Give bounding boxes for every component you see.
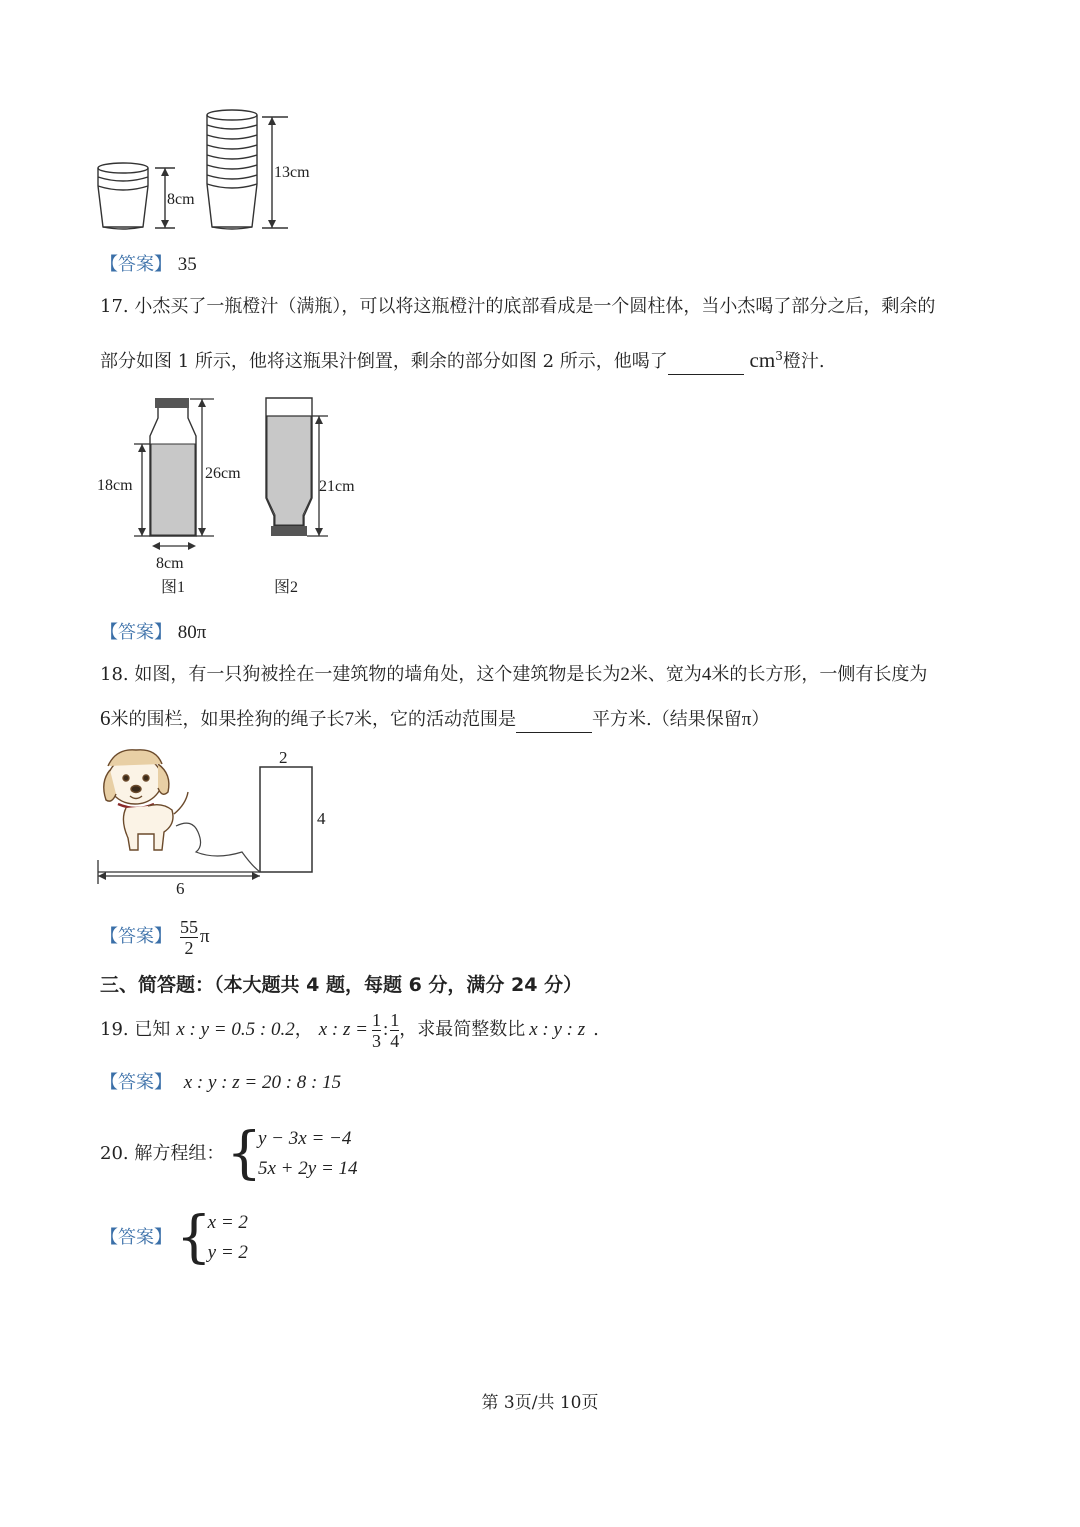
- q18-text: 18. 如图，有一只狗被拴在一建筑物的墙角处，这个建筑物是长为: [100, 664, 621, 685]
- q18-number: 7: [344, 709, 354, 730]
- brace-icon: {: [176, 1205, 212, 1270]
- answer-blank: [668, 352, 744, 375]
- q19-end: .: [593, 1019, 599, 1040]
- answer-tag: 【答案】: [100, 622, 172, 643]
- q19-fraction1: [372, 1010, 381, 1051]
- answer-value: 35: [177, 254, 197, 275]
- q19-colon: :: [382, 1019, 389, 1040]
- answer-tag: 【答案】: [100, 1227, 172, 1248]
- q18-text: 平方米.（结果保留: [592, 709, 742, 730]
- q18-text: 米、宽为: [629, 664, 702, 685]
- rect-width-label: 2: [279, 748, 288, 767]
- fig1-width: 8cm: [156, 555, 184, 572]
- answer-fraction: [180, 917, 198, 958]
- fig1-liquid-height: 18cm: [97, 477, 133, 494]
- solution-1: x = 2: [207, 1212, 248, 1233]
- q19-target: x : y : z: [529, 1019, 586, 1040]
- answer-value: x : y : z = 20 : 8 : 15: [183, 1072, 342, 1093]
- q18-number: 4: [701, 664, 712, 685]
- cups-small-height: 8cm: [167, 191, 195, 208]
- bottle-figure: [90, 390, 380, 605]
- q18-line1: [100, 662, 927, 688]
- answer-blank: [516, 710, 592, 733]
- fig1-total-height: 26cm: [205, 465, 241, 482]
- solution-2: y = 2: [207, 1242, 248, 1263]
- q19-mid: ，求最简整数比: [399, 1019, 526, 1040]
- fig1-caption: 图1: [161, 579, 186, 596]
- q19-prefix: 19. 已知: [100, 1019, 171, 1040]
- q19-question: [100, 1004, 599, 1056]
- q17-line1: 17. 小杰买了一瓶橙汁（满瓶），可以将这瓶橙汁的底部看成是一个圆柱体，当小杰喝了部分之后，剩余的: [100, 296, 936, 317]
- q18-line2: [100, 705, 769, 733]
- q19-answer: [100, 1070, 341, 1096]
- q18-text: 米的围栏，如果拴狗的绳子长: [110, 709, 345, 730]
- fraction-denominator: 3: [371, 1030, 381, 1051]
- q19-ratio2-lhs: x : z =: [318, 1019, 368, 1040]
- answer-tag: 【答案】: [100, 1072, 172, 1093]
- dog-figure: [92, 742, 352, 900]
- q18-number: 2: [620, 664, 630, 685]
- fraction-denominator: 2: [184, 937, 194, 958]
- q18-text: 米的长方形，一侧有长度为: [711, 664, 928, 685]
- fig2-caption: 图2: [274, 579, 299, 596]
- solution-system: [208, 1208, 248, 1268]
- q20-answer: [100, 1206, 248, 1270]
- q18-answer: [100, 912, 210, 962]
- q20-prefix: 20. 解方程组：: [100, 1143, 225, 1164]
- q17-unit: cm: [749, 348, 776, 372]
- q18-text: ）: [751, 709, 770, 730]
- fig2-liquid-height: 21cm: [319, 478, 355, 495]
- fraction-numerator: 55: [180, 916, 198, 937]
- section-title: 三、简答题：（本大题共 4 题，每题 6 分，满分 24 分）: [100, 974, 583, 996]
- q18-number: 6: [100, 706, 111, 730]
- answer-value: 80π: [177, 622, 207, 643]
- pi-symbol: π: [200, 926, 210, 947]
- q17-unit-sup: 3: [775, 349, 783, 363]
- q16-answer: [100, 252, 197, 278]
- answer-tag: 【答案】: [100, 926, 172, 947]
- q19-fraction2: [390, 1010, 399, 1051]
- cups-tall-height: 13cm: [274, 164, 310, 181]
- q19-ratio1: x : y = 0.5 : 0.2: [176, 1019, 295, 1040]
- q19-comma: ，: [294, 1019, 313, 1040]
- fraction-numerator: 1: [390, 1009, 400, 1030]
- fraction-numerator: 1: [371, 1009, 381, 1030]
- answer-tag: 【答案】: [100, 254, 172, 275]
- rect-height-label: 4: [317, 809, 326, 828]
- equation-1: y − 3x = −4: [258, 1128, 352, 1149]
- q17-text-b: 橙汁.: [782, 351, 825, 372]
- cups-figure: [90, 105, 330, 235]
- equation-system: [258, 1124, 358, 1184]
- q20-question: [100, 1122, 358, 1186]
- page-footer: 第 3页/共 10页: [481, 1393, 599, 1413]
- dog-icon: [104, 750, 260, 872]
- q17-answer: [100, 620, 206, 646]
- equation-2: 5x + 2y = 14: [258, 1158, 358, 1179]
- q17-line2: [100, 343, 825, 375]
- fraction-denominator: 4: [390, 1030, 400, 1051]
- pi-symbol: π: [741, 709, 752, 730]
- q18-text: 米，它的活动范围是: [354, 709, 516, 730]
- fence-length-label: 6: [176, 879, 185, 898]
- brace-icon: {: [226, 1121, 262, 1186]
- q17-text-a: 部分如图 1 所示，他将这瓶果汁倒置，剩余的部分如图 2 所示，他喝了: [100, 351, 668, 372]
